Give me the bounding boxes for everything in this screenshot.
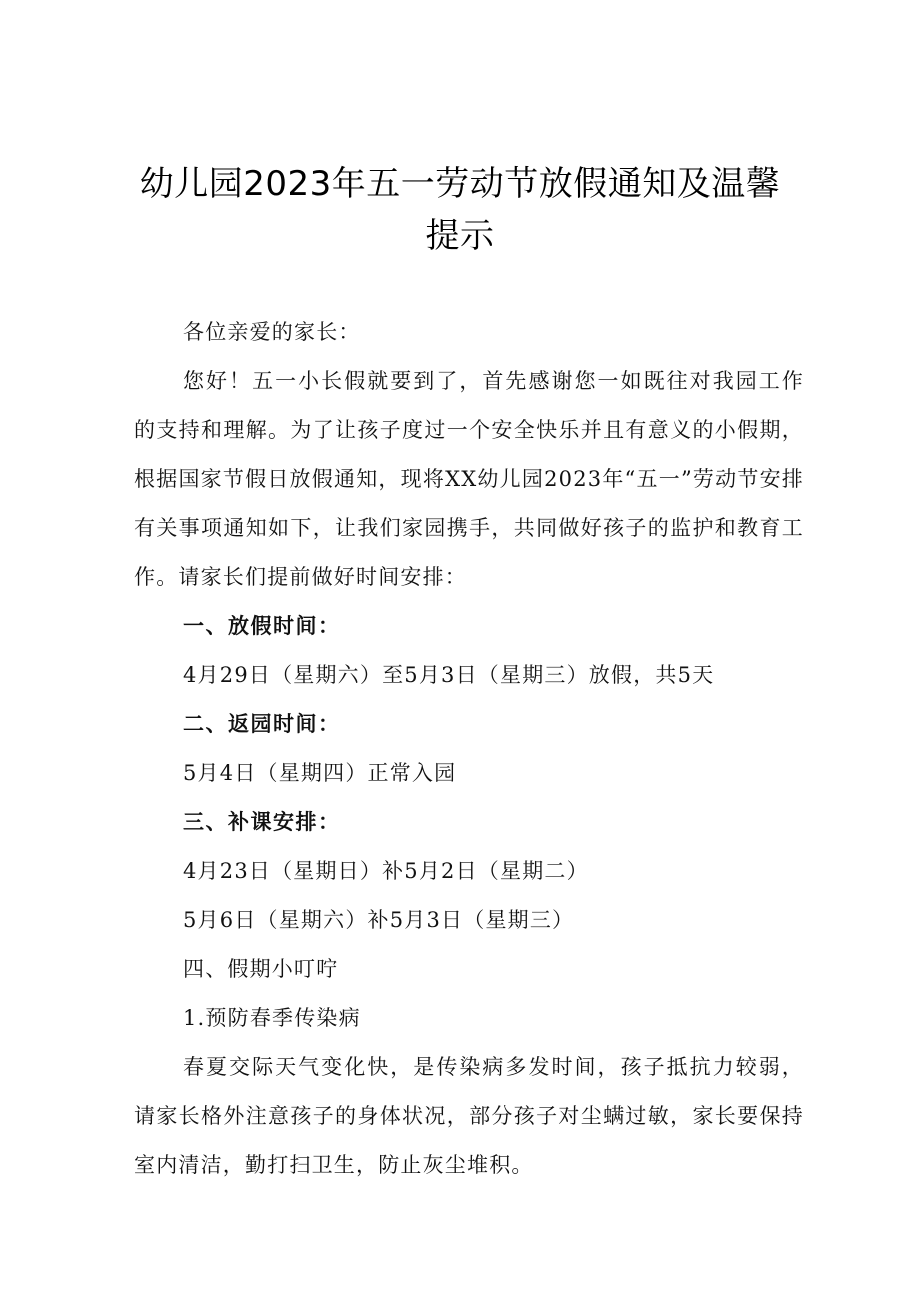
item1-heading: 1.预防春季传染病 [183, 1006, 361, 1030]
section1-text: 4月29日（星期六）至5月3日（星期三）放假，共5天 [183, 663, 715, 687]
intro-paragraph: 您好！五一小长假就要到了，首先感谢您一如既往对我园工作的支持和理解。为了让孩子度过一个安全快乐并且有意义的小假期，根据国家节假日放假通知，现将XX幼儿园2023年“五一”劳动节安排有关事项通知如下，让我们家园携手，共同做好孩子的监护和教育工作。请家长们提前做好时间安排： [134, 369, 804, 589]
document-title-line2: 提示 [425, 216, 495, 256]
section1-heading: 一、放假时间： [183, 614, 341, 638]
greeting: 各位亲爱的家长： [183, 320, 361, 344]
section4-heading: 四、假期小叮咛 [183, 957, 339, 981]
section3-line2: 5月6日（星期六）补5月3日（星期三） [183, 908, 575, 932]
document-body [134, 308, 804, 1190]
section2-heading: 二、返园时间： [183, 712, 341, 736]
section2-text: 5月4日（星期四）正常入园 [183, 761, 457, 785]
document-title-line1: 幼儿园2023年五一劳动节放假通知及温馨 [139, 164, 781, 204]
item1-text: 春夏交际天气变化快，是传染病多发时间，孩子抵抗力较弱，请家长格外注意孩子的身体状况，部分孩子对尘螨过敏，家长要保持室内清洁，勤打扫卫生，防止灰尘堆积。 [134, 1055, 804, 1177]
section3-heading: 三、补课安排： [183, 810, 341, 834]
section3-line1: 4月23日（星期日）补5月2日（星期二） [183, 859, 589, 883]
